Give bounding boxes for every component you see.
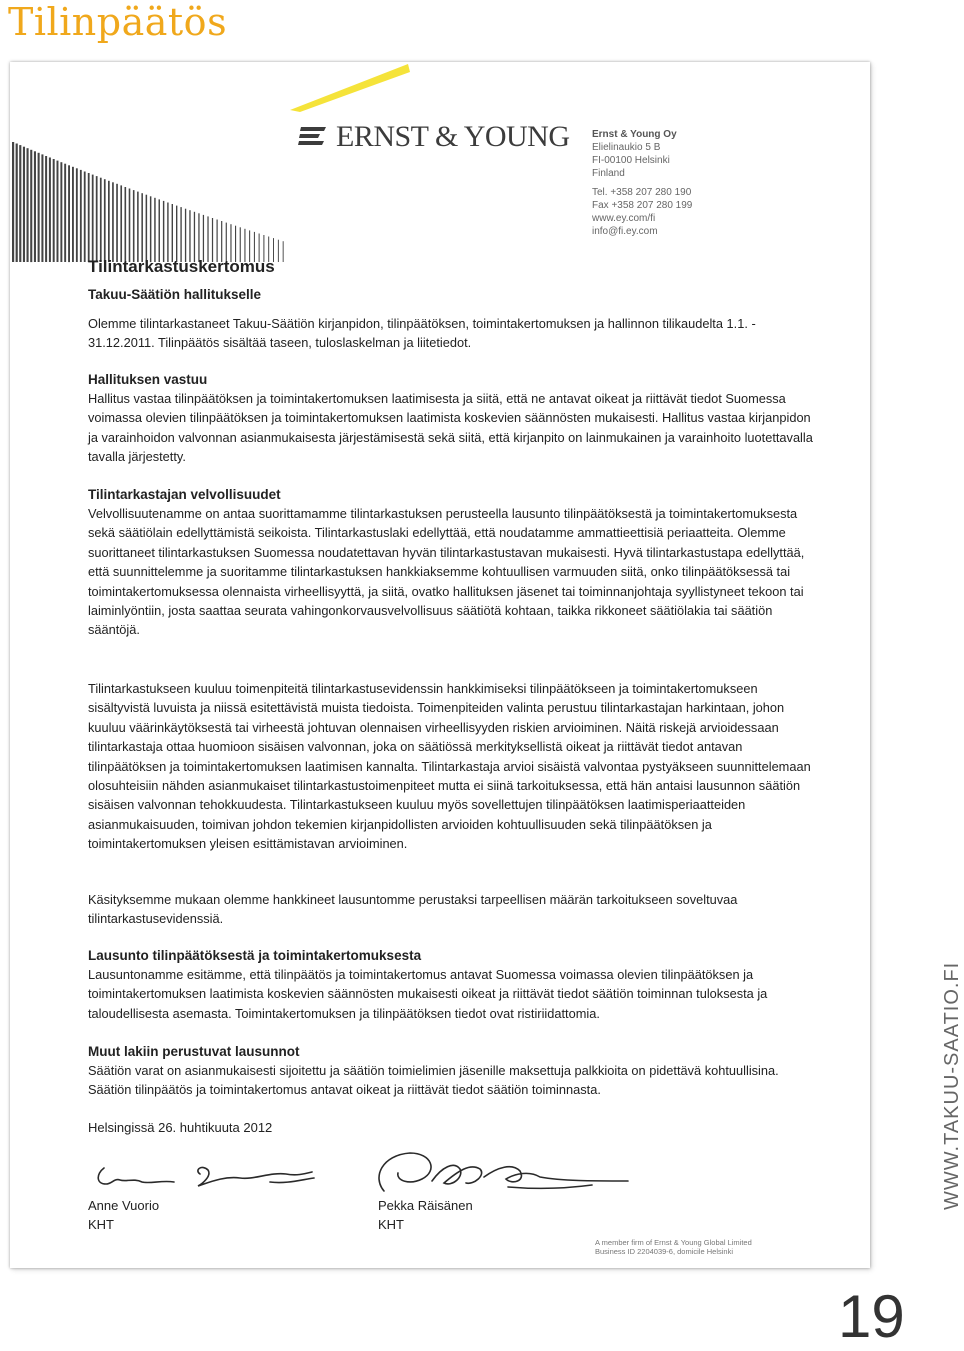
section-heading: Muut lakiin perustuvat lausunnot [88, 1044, 300, 1059]
report-addressee: Takuu-Säätiön hallitukselle [88, 287, 262, 302]
section-paragraph: Käsityksemme mukaan olemme hankkineet lausuntomme perustaksi tarpeellisen määrän tarkoitukseen soveltuvaa tilintarkastusevidenssiä. [88, 892, 738, 927]
letterhead-beam [290, 62, 410, 112]
section-board-responsibility [88, 372, 818, 467]
firm-tel: Tel. +358 207 280 190 [592, 187, 692, 198]
page-heading: Tilinpäätös [8, 0, 228, 44]
firm-postal: FI-00100 Helsinki [592, 155, 670, 166]
letterhead-stripes [12, 142, 292, 272]
section-heading: Lausunto tilinpäätöksestä ja toimintakertomuksesta [88, 948, 422, 963]
firm-address [592, 128, 692, 238]
report-title: Tilintarkastuskertomus [88, 257, 275, 276]
section-paragraph: Tilintarkastukseen kuuluu toimenpiteitä tilintarkastusevidenssin hankkimiseksi tilinpäätökseen ja toimintakertomukseen sisältyvistä luvuista ja niissä esitettävistä muista tiedoista. Toimenpiteiden valinta perustuu tilintarkastajan harkintaan, johon kuuluu väärinkäytöksestä tai virheestä johtuvan olennaisen virheellisyyden riskien arvioiminen. Näitä riskejä arvioidessaan tilintarkastaja ottaa huomioon sisäisen valvonnan, joka on säätiössä merkityksellistä oikeat ja riittävät tiedot antavan tilinpäätöksen ja toimintakertomuksen laatimisen kannalta. Tilintarkastaja arvioi sisäistä valvontaa pystyäkseen suunnittelemaan olosuhteisiin nähden asianmukaiset tilintarkastustoimenpiteet mutta ei siinä tarkoituksessa, että hän antaisi lausunnon säätiön sisäisen valvonnan tehokkuudesta. Tilintarkastukseen kuuluu myös sovellettujen tilinpäätöksen laatimisperiaatteiden asianmukaisuuden, toimivan johdon tekemien kirjanpidollisten arvioiden kohtuullisuuden sekä tilinpäätöksen ja toimintakertomuksen yleisen esittämistavan arvioiminen. [88, 681, 811, 852]
section-audit-procedures [88, 679, 818, 854]
firm-country: Finland [592, 168, 625, 179]
scanned-letter [10, 62, 870, 1268]
firm-street: Elielinaukio 5 B [592, 142, 661, 153]
logo-text: ERNST & YOUNG [336, 120, 570, 153]
place-date: Helsingissä 26. huhtikuuta 2012 [88, 1120, 273, 1135]
section-paragraph: Säätiön varat on asianmukaisesti sijoitettu ja säätiön toimielimien jäsenille maksettuja palkkioita on pidettävä kohtuullisina. Säätiön tilinpäätös ja toimintakertomus antavat oikeat ja riittävät tiedot säätiön toiminnasta. [88, 1063, 779, 1098]
ernst-young-logo [298, 120, 570, 154]
member-line: Business ID 2204039-6, domicile Helsinki [595, 1247, 733, 1256]
section-opinion [88, 948, 818, 1023]
signer-left [88, 1196, 159, 1234]
intro-section [88, 314, 818, 353]
section-auditor-duties [88, 487, 818, 640]
firm-email: info@fi.ey.com [592, 226, 658, 237]
section-evidence [88, 890, 818, 929]
signature-pekka-raisanen [362, 1147, 632, 1197]
signer-title: KHT [88, 1217, 114, 1232]
signature-anne-vuorio [90, 1160, 320, 1200]
section-paragraph: Lausuntonamme esitämme, että tilinpäätös ja toimintakertomus antavat Suomessa voimassa olevien tilinpäätöksen ja toimintakertomuksen laatimista koskevien säännösten mukaisesti oikeat ja riittävät tiedot säätiön toiminnan tuloksesta ja taloudellisesta asemasta. Toimintakertomuksen ja tilinpäätöksen tiedot ovat ristiriidattomia. [88, 967, 768, 1021]
section-heading: Hallituksen vastuu [88, 372, 208, 387]
signer-title: KHT [378, 1217, 404, 1232]
ey-logo-mark-icon [298, 125, 328, 149]
side-website-url: WWW.TAKUU-SAATIO.FI [941, 961, 963, 1210]
member-line: A member firm of Ernst & Young Global Limited [595, 1238, 752, 1247]
page-number: 19 [838, 1283, 905, 1350]
signer-name: Anne Vuorio [88, 1198, 160, 1213]
intro-paragraph: Olemme tilintarkastaneet Takuu-Säätiön kirjanpidon, tilinpäätöksen, toimintakertomuksen ja hallinnon tilikaudelta 1.1. - 31.12.2011. Tilinpäätös sisältää taseen, tuloslaskelman ja liitetiedot. [88, 316, 756, 351]
signer-name: Pekka Räisänen [378, 1198, 473, 1213]
section-paragraph: Hallitus vastaa tilinpäätöksen ja toimintakertomuksen laatimisesta ja siitä, että ne antavat oikeat ja riittävät tiedot Suomessa voimassa olevien tilinpäätöksen ja toimintakertomuksen laatimista koskevien säännösten mukaisesti. Hallitus vastaa kirjanpidon ja varainhoidon valvonnan asianmukaisesta järjestämisestä sekä siitä, että kirjanpito on lainmukainen ja varainhoito luotettavalla tavalla järjestetty. [88, 391, 813, 465]
section-other-statements [88, 1044, 818, 1100]
firm-fax: Fax +358 207 280 199 [592, 200, 693, 211]
signer-right [378, 1196, 473, 1234]
section-paragraph: Velvollisuutenamme on antaa suorittamamme tilintarkastuksen perusteella lausunto tilinpäätöksestä ja toimintakertomuksesta sekä säätiölain edellyttämistä seikoista. Tilintarkastuslaki edellyttää, että noudatamme ammattieettisiä periaatteita. Olemme suorittaneet tilintarkastuksen Suomessa noudatettavan hyvän tilintarkastustavan mukaisesti. Hyvä tilintarkastustapa edellyttää, että suunnittelemme ja suoritamme tilintarkastuksen hankkiaksemme kohtuullisen varmuuden siitä, onko tilinpäätöksessä tai toimintakertomuksessa olennaista virheellisyyttä, ja siitä, ovatko hallituksen jäsenet tai toiminnanjohtaja syyllistyneet tekoon tai laiminlyöntiin, josta saattaa seurata vahingonkorvausvelvollisuus säätiötä kohtaan, taikka rikkoneet säätiölakia tai säätiön sääntöjä. [88, 506, 805, 638]
section-heading: Tilintarkastajan velvollisuudet [88, 487, 281, 502]
firm-name: Ernst & Young Oy [592, 129, 677, 140]
member-firm-note [595, 1238, 752, 1256]
firm-web: www.ey.com/fi [592, 213, 656, 224]
